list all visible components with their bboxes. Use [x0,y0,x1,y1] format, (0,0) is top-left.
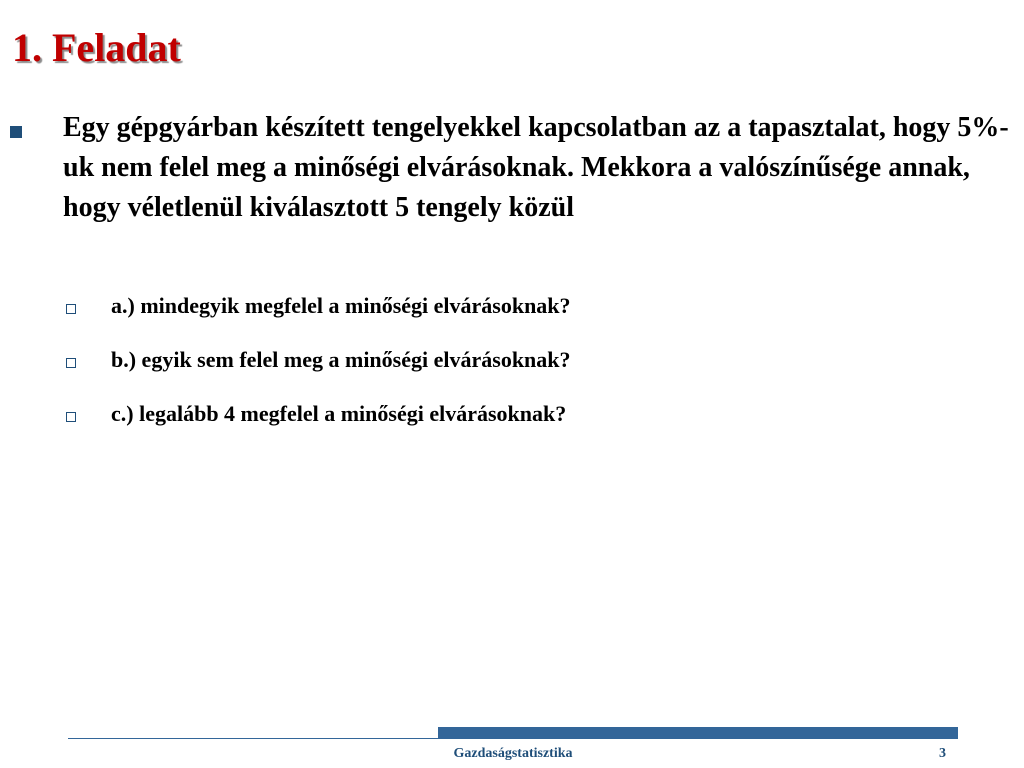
page-number: 3 [939,746,946,761]
sub-question-list [66,288,966,450]
sub-question-text: a.) mindegyik megfelel a minőségi elvárásoknak? [111,293,571,318]
sub-question-c [66,396,966,450]
sub-question-a [66,288,966,342]
slide-title: 1. Feladat [12,25,181,70]
footer-course-label: Gazdaságstatisztika [453,746,573,761]
sub-question-b [66,342,966,396]
hollow-square-bullet-icon [66,412,76,422]
problem-statement: Egy gépgyárban készített tengelyekkel kapcsolatban az a tapasztalat, hogy 5%-uk nem felel meg a minőségi elvárásoknak. Mekkora a valószínűsége annak, hogy véletlenül kiválasztott 5 tengely közül [63,112,1009,223]
hollow-square-bullet-icon [66,358,76,368]
square-bullet-icon [10,126,22,138]
sub-question-text: c.) legalább 4 megfelel a minőségi elvárásoknak? [111,401,567,426]
sub-question-text: b.) egyik sem felel meg a minőségi elvárásoknak? [111,347,571,372]
footer-divider [68,738,958,739]
hollow-square-bullet-icon [66,304,76,314]
